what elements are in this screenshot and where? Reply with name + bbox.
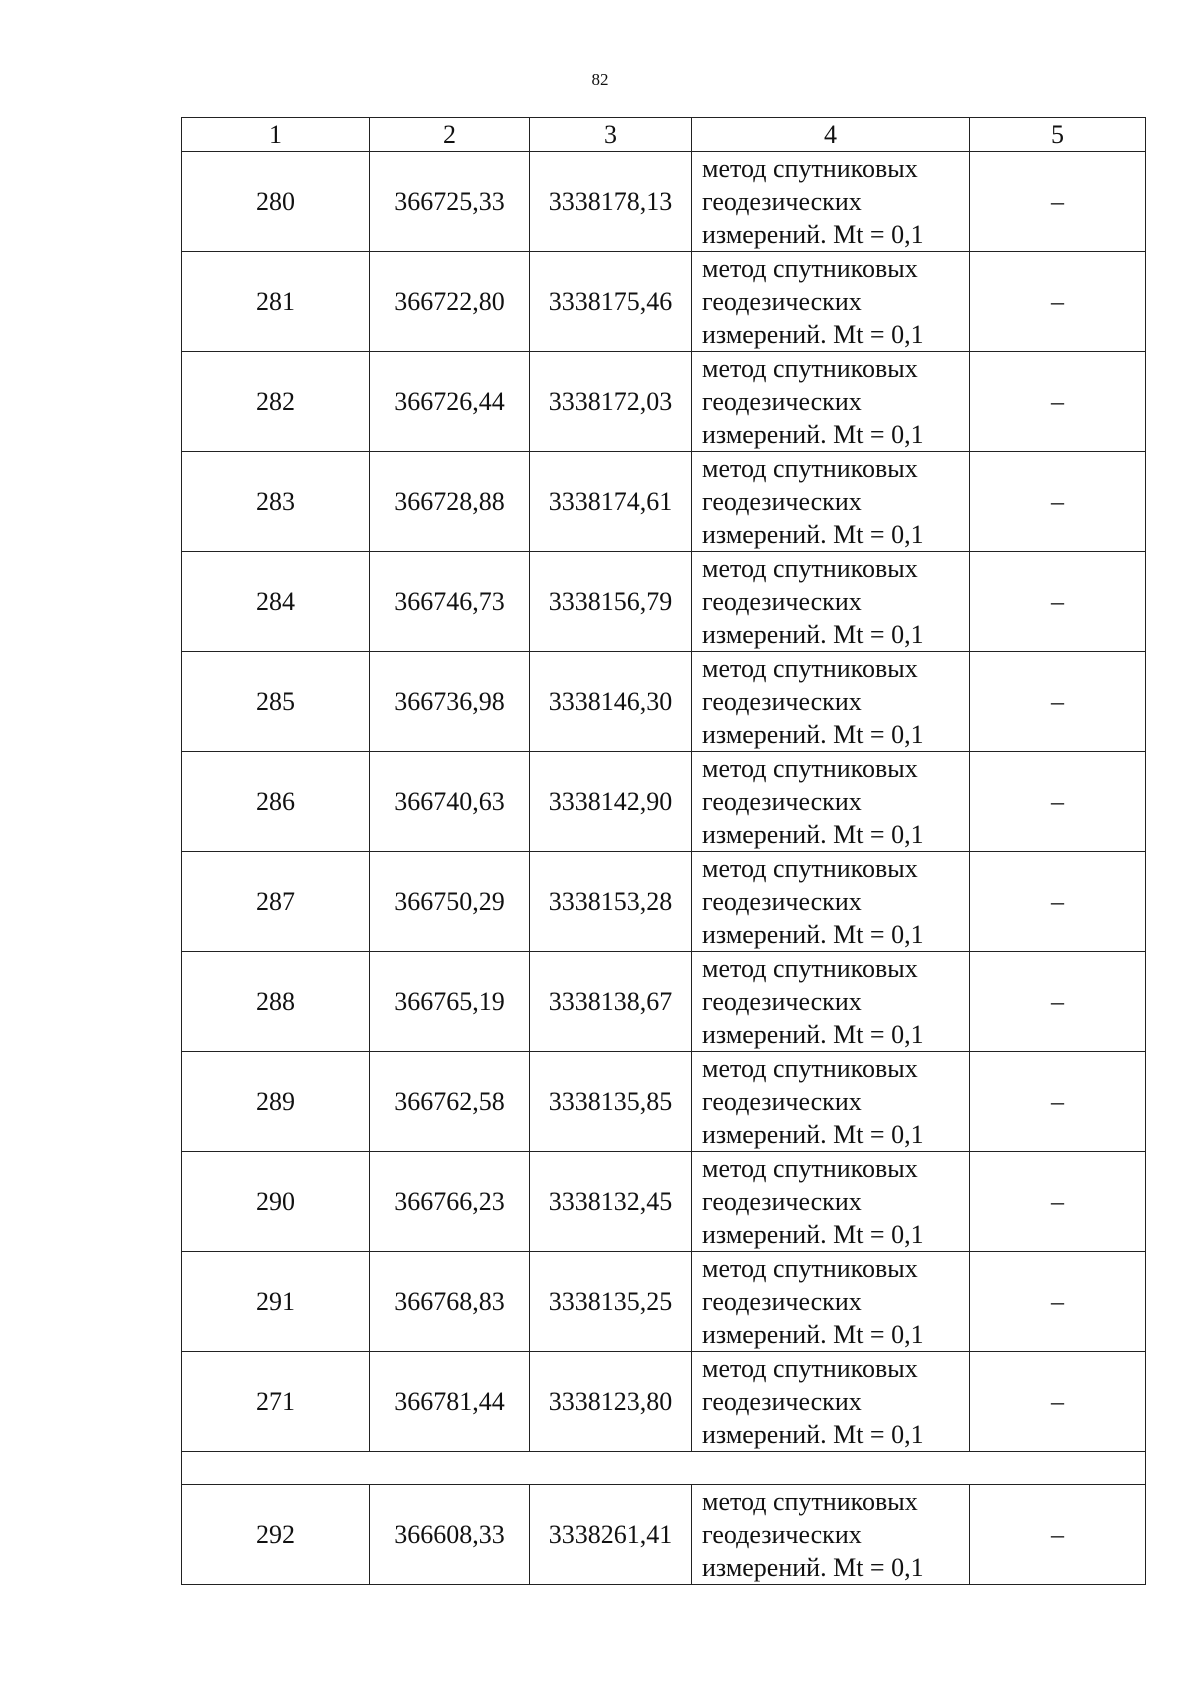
note-cell: – (970, 352, 1146, 452)
method-cell (692, 652, 970, 752)
y-coordinate-cell: 3338153,28 (530, 852, 692, 952)
method-text-line: геодезических (702, 1187, 862, 1216)
method-cell (692, 152, 970, 252)
method-text-line: геодезических (702, 287, 862, 316)
point-number-cell: 286 (182, 752, 370, 852)
method-text-line: геодезических (702, 887, 862, 916)
x-coordinate-cell: 366725,33 (370, 152, 530, 252)
x-coordinate-cell: 366766,23 (370, 1152, 530, 1252)
empty-gap-cell (182, 1452, 1146, 1485)
column-header: 4 (692, 118, 970, 152)
method-text-line: измерений. Mt = 0,1 (702, 1120, 924, 1149)
method-text-line: измерений. Mt = 0,1 (702, 720, 924, 749)
point-number-cell: 290 (182, 1152, 370, 1252)
method-text-line: метод спутниковых (702, 854, 918, 883)
point-number-cell: 292 (182, 1485, 370, 1585)
method-text-line: геодезических (702, 387, 862, 416)
x-coordinate-cell: 366728,88 (370, 452, 530, 552)
point-number-cell: 291 (182, 1252, 370, 1352)
point-number-cell: 283 (182, 452, 370, 552)
table-row (182, 652, 1146, 752)
method-cell (692, 1152, 970, 1252)
x-coordinate-cell: 366762,58 (370, 1052, 530, 1152)
note-cell: – (970, 752, 1146, 852)
x-coordinate-cell: 366768,83 (370, 1252, 530, 1352)
x-coordinate-cell: 366740,63 (370, 752, 530, 852)
point-number-cell: 271 (182, 1352, 370, 1452)
point-number-cell: 280 (182, 152, 370, 252)
table-row (182, 1052, 1146, 1152)
method-text-line: метод спутниковых (702, 254, 918, 283)
coordinates-table (181, 117, 1146, 1585)
method-cell (692, 1352, 970, 1452)
method-text-line: геодезических (702, 1287, 862, 1316)
note-cell: – (970, 252, 1146, 352)
x-coordinate-cell: 366750,29 (370, 852, 530, 952)
y-coordinate-cell: 3338156,79 (530, 552, 692, 652)
note-cell: – (970, 1485, 1146, 1585)
y-coordinate-cell: 3338142,90 (530, 752, 692, 852)
method-text-line: измерений. Mt = 0,1 (702, 220, 924, 249)
method-text-line: метод спутниковых (702, 354, 918, 383)
method-cell (692, 252, 970, 352)
method-cell (692, 1485, 970, 1585)
note-cell: – (970, 852, 1146, 952)
x-coordinate-cell: 366722,80 (370, 252, 530, 352)
note-cell: – (970, 452, 1146, 552)
x-coordinate-cell: 366765,19 (370, 952, 530, 1052)
method-text-line: метод спутниковых (702, 1354, 918, 1383)
method-text-line: метод спутниковых (702, 1154, 918, 1183)
x-coordinate-cell: 366608,33 (370, 1485, 530, 1585)
method-text-line: геодезических (702, 987, 862, 1016)
y-coordinate-cell: 3338261,41 (530, 1485, 692, 1585)
method-cell (692, 1252, 970, 1352)
method-cell (692, 852, 970, 952)
note-cell: – (970, 552, 1146, 652)
point-number-cell: 281 (182, 252, 370, 352)
method-text-line: измерений. Mt = 0,1 (702, 520, 924, 549)
method-cell (692, 752, 970, 852)
y-coordinate-cell: 3338175,46 (530, 252, 692, 352)
method-text-line: геодезических (702, 587, 862, 616)
point-number-cell: 285 (182, 652, 370, 752)
method-text-line: геодезических (702, 1087, 862, 1116)
y-coordinate-cell: 3338172,03 (530, 352, 692, 452)
method-text-line: измерений. Mt = 0,1 (702, 1020, 924, 1049)
column-header: 5 (970, 118, 1146, 152)
point-number-cell: 284 (182, 552, 370, 652)
x-coordinate-cell: 366746,73 (370, 552, 530, 652)
method-cell (692, 952, 970, 1052)
y-coordinate-cell: 3338174,61 (530, 452, 692, 552)
method-text-line: геодезических (702, 487, 862, 516)
y-coordinate-cell: 3338135,85 (530, 1052, 692, 1152)
method-text-line: измерений. Mt = 0,1 (702, 920, 924, 949)
method-text-line: геодезических (702, 1520, 862, 1549)
method-cell (692, 552, 970, 652)
table-row (182, 352, 1146, 452)
column-header: 2 (370, 118, 530, 152)
point-number-cell: 289 (182, 1052, 370, 1152)
method-text-line: измерений. Mt = 0,1 (702, 1420, 924, 1449)
x-coordinate-cell: 366726,44 (370, 352, 530, 452)
table-row (182, 1252, 1146, 1352)
table-row (182, 1152, 1146, 1252)
method-text-line: метод спутниковых (702, 754, 918, 783)
table-row (182, 752, 1146, 852)
method-text-line: метод спутниковых (702, 954, 918, 983)
point-number-cell: 287 (182, 852, 370, 952)
table-header-row (182, 118, 1146, 152)
x-coordinate-cell: 366781,44 (370, 1352, 530, 1452)
method-cell (692, 452, 970, 552)
point-number-cell: 288 (182, 952, 370, 1052)
method-text-line: геодезических (702, 787, 862, 816)
y-coordinate-cell: 3338138,67 (530, 952, 692, 1052)
page-number: 82 (591, 70, 609, 89)
method-text-line: метод спутниковых (702, 454, 918, 483)
table-row (182, 252, 1146, 352)
method-text-line: метод спутниковых (702, 554, 918, 583)
table-row (182, 552, 1146, 652)
method-text-line: геодезических (702, 1387, 862, 1416)
note-cell: – (970, 652, 1146, 752)
method-text-line: измерений. Mt = 0,1 (702, 820, 924, 849)
method-text-line: геодезических (702, 187, 862, 216)
y-coordinate-cell: 3338146,30 (530, 652, 692, 752)
method-text-line: метод спутниковых (702, 654, 918, 683)
method-text-line: измерений. Mt = 0,1 (702, 420, 924, 449)
point-number-cell: 282 (182, 352, 370, 452)
table-row (182, 152, 1146, 252)
method-text-line: измерений. Mt = 0,1 (702, 320, 924, 349)
table-row (182, 852, 1146, 952)
method-text-line: метод спутниковых (702, 1487, 918, 1516)
y-coordinate-cell: 3338132,45 (530, 1152, 692, 1252)
column-header: 3 (530, 118, 692, 152)
note-cell: – (970, 1052, 1146, 1152)
method-text-line: метод спутниковых (702, 154, 918, 183)
table-row (182, 952, 1146, 1052)
note-cell: – (970, 1252, 1146, 1352)
table-row (182, 1485, 1146, 1585)
note-cell: – (970, 1152, 1146, 1252)
table-row (182, 452, 1146, 552)
method-text-line: измерений. Mt = 0,1 (702, 1220, 924, 1249)
x-coordinate-cell: 366736,98 (370, 652, 530, 752)
y-coordinate-cell: 3338178,13 (530, 152, 692, 252)
method-text-line: метод спутниковых (702, 1254, 918, 1283)
method-text-line: геодезических (702, 687, 862, 716)
note-cell: – (970, 152, 1146, 252)
table-row (182, 1352, 1146, 1452)
method-text-line: измерений. Mt = 0,1 (702, 1553, 924, 1582)
method-text-line: измерений. Mt = 0,1 (702, 620, 924, 649)
y-coordinate-cell: 3338135,25 (530, 1252, 692, 1352)
y-coordinate-cell: 3338123,80 (530, 1352, 692, 1452)
column-header: 1 (182, 118, 370, 152)
method-text-line: метод спутниковых (702, 1054, 918, 1083)
table-gap-row (182, 1452, 1146, 1485)
method-text-line: измерений. Mt = 0,1 (702, 1320, 924, 1349)
method-cell (692, 352, 970, 452)
note-cell: – (970, 1352, 1146, 1452)
method-cell (692, 1052, 970, 1152)
note-cell: – (970, 952, 1146, 1052)
